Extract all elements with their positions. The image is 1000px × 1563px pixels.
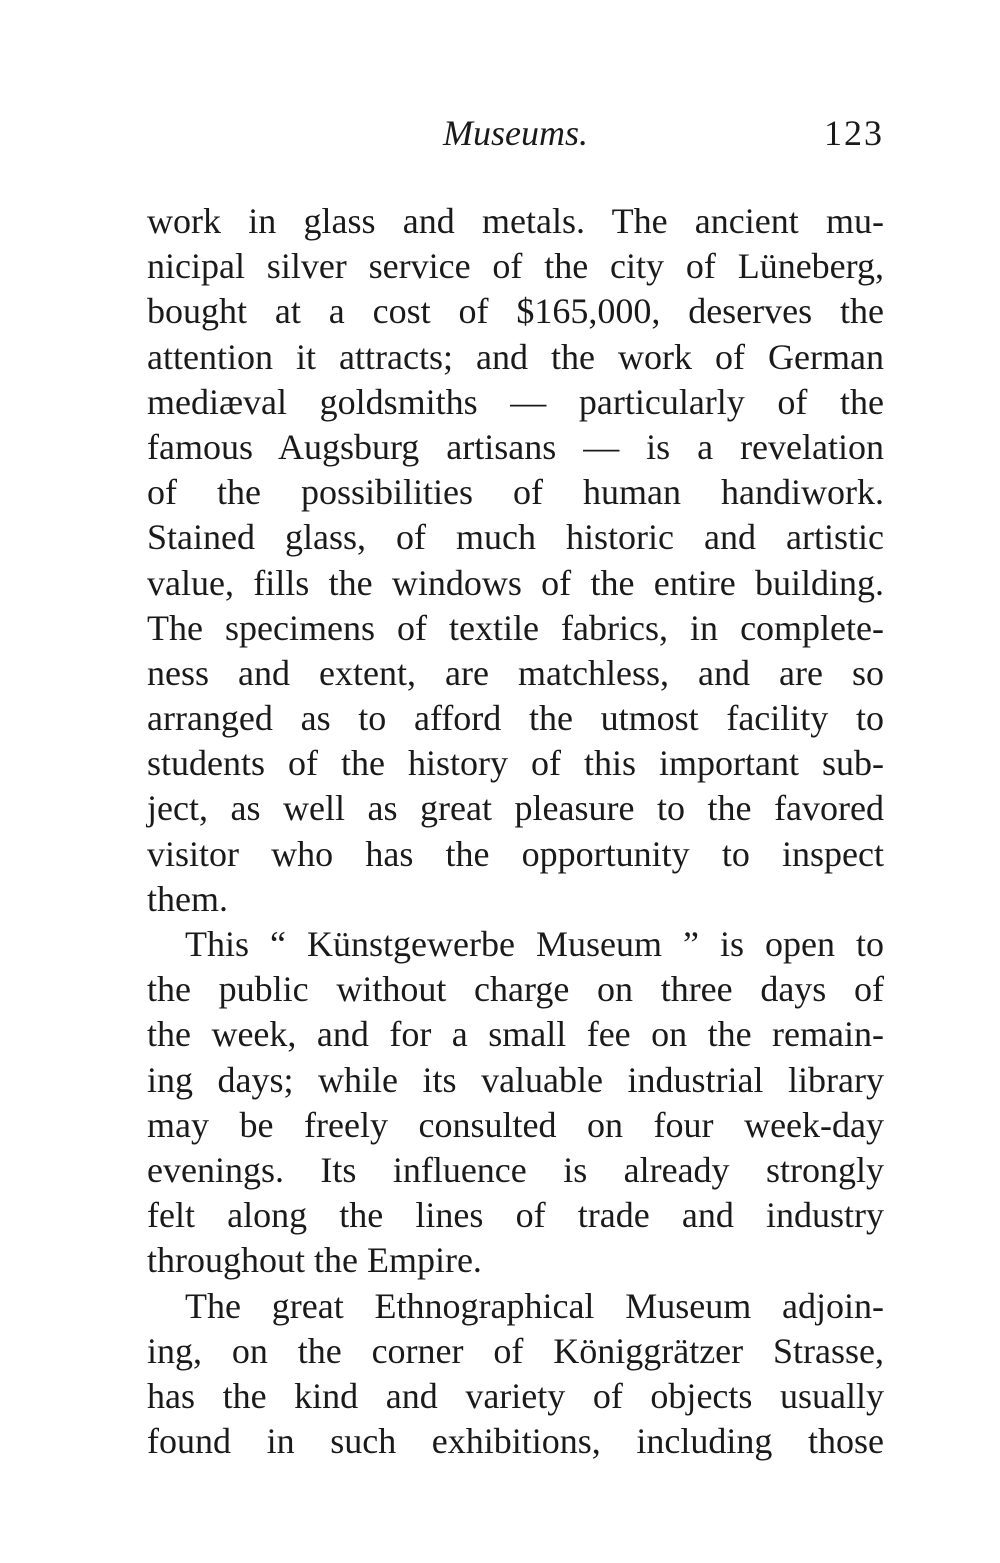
text-line: the public without charge on three days of [147, 969, 884, 1010]
text-line: The great Ethnographical Museum adjoin- [185, 1285, 884, 1326]
text-line: of the possibilities of human handiwork. [147, 472, 884, 513]
text-line: famous Augsburg artisans — is a revelation [147, 426, 884, 467]
text-line: throughout the Empire. [147, 1240, 482, 1281]
text-line: ing days; while its valuable industrial library [147, 1059, 884, 1100]
text-line: may be freely consulted on four week-day [147, 1104, 884, 1145]
page-number: 123 [824, 113, 884, 153]
text-line: mediæval goldsmiths — particularly of the [147, 381, 884, 422]
text-line: ject, as well as great pleasure to the favored [147, 788, 884, 829]
text-line: the week, and for a small fee on the remain- [147, 1014, 884, 1055]
paragraph [147, 922, 884, 1284]
body-text [147, 199, 884, 1464]
text-line: value, fills the windows of the entire building. [147, 562, 884, 603]
text-line: found in such exhibitions, including those [147, 1421, 884, 1462]
text-line: visitor who has the opportunity to inspect [147, 833, 884, 874]
paragraph [147, 199, 884, 922]
text-line: nicipal silver service of the city of Lüneberg, [147, 246, 884, 287]
text-line: arranged as to afford the utmost facility to [147, 698, 884, 739]
text-line: ness and extent, are matchless, and are so [147, 652, 884, 693]
text-line: attention it attracts; and the work of German [147, 336, 884, 377]
text-line: evenings. Its influence is already strongly [147, 1149, 884, 1190]
running-head [147, 112, 884, 162]
running-head-title: Museums. [443, 113, 588, 153]
text-line: ing, on the corner of Königgrätzer Strasse, [147, 1330, 884, 1371]
text-line: has the kind and variety of objects usually [147, 1375, 884, 1416]
text-line: Stained glass, of much historic and artistic [147, 517, 884, 558]
text-line: felt along the lines of trade and industry [147, 1195, 884, 1236]
text-line: bought at a cost of $165,000, deserves the [147, 291, 884, 332]
text-line: them. [147, 878, 228, 919]
text-line: work in glass and metals. The ancient mu- [147, 201, 884, 241]
paragraph [147, 1284, 884, 1465]
text-line: The specimens of textile fabrics, in complete- [147, 607, 884, 648]
text-line: students of the history of this important sub- [147, 743, 884, 784]
text-line: This “ Künstgewerbe Museum ” is open to [185, 924, 884, 964]
